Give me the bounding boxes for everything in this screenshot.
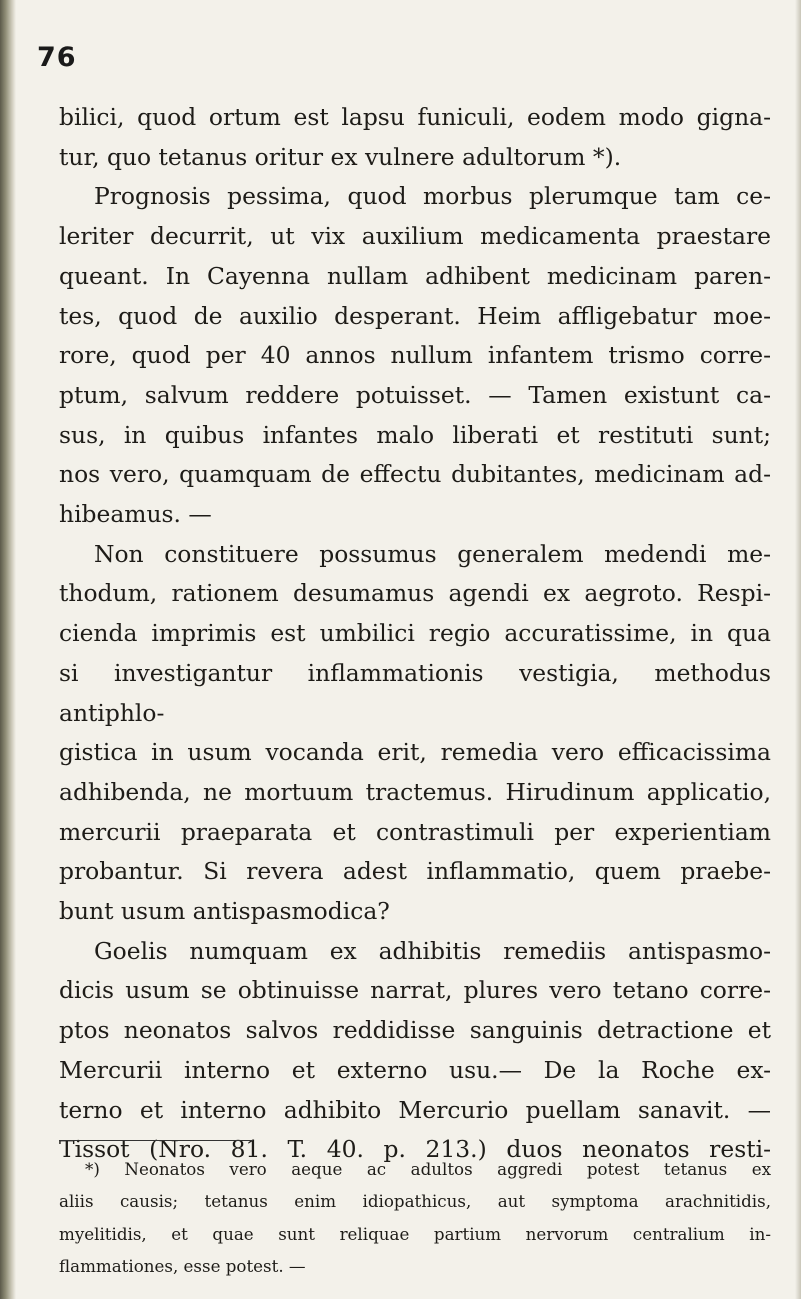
footnote-line: flammationes, esse potest. — — [59, 1255, 306, 1276]
text-line: adhibenda, ne mortuum tractemus. Hirudinum applicatio, — [59, 777, 771, 806]
text-line: leriter decurrit, ut vix auxilium medicamenta praestare — [59, 222, 771, 251]
text-line: bunt usum antispasmodica? — [59, 897, 390, 926]
text-line: si investigantur inflammationis vestigia, methodus antiphlo- — [59, 658, 771, 727]
text-line: bilici, quod ortum est lapsu funiculi, eodem modo gigna- — [59, 103, 771, 131]
text-line: probantur. Si revera adest inflammatio, quem praebe- — [59, 857, 771, 886]
text-line: rore, quod per 40 annos nullum infantem trismo corre- — [59, 341, 771, 370]
text-line: Tissot (Nro. 81. T. 40. p. 213.) duos neonatos resti- — [59, 1135, 771, 1164]
footnote-divider — [59, 1140, 253, 1141]
text-line: Prognosis pessima, quod morbus plerumque tam ce- — [94, 182, 771, 211]
body-text — [59, 98, 771, 1170]
text-line: hibeamus. — — [59, 500, 212, 529]
text-line: dicis usum se obtinuisse narrat, plures vero tetano corre- — [59, 976, 771, 1005]
page-right-edge — [795, 0, 801, 1299]
text-line: ptos neonatos salvos reddidisse sanguinis detractione et — [59, 1016, 771, 1045]
text-line: Non constituere possumus generalem medendi me- — [94, 539, 771, 568]
text-line: mercurii praeparata et contrastimuli per experientiam — [59, 817, 771, 846]
text-line: gistica in usum vocanda erit, remedia vero efficacissima — [59, 738, 771, 767]
text-line: sus, in quibus infantes malo liberati et restituti sunt; — [59, 420, 771, 449]
text-line: nos vero, quamquam de effectu dubitantes, medicinam ad- — [59, 460, 771, 489]
text-line: Goelis numquam ex adhibitis remediis antispasmo- — [94, 936, 771, 965]
footnote-line: myelitidis, et quae sunt reliquae partium nervorum centralium in- — [59, 1223, 771, 1244]
text-line: thodum, rationem desumamus agendi ex aegroto. Respi- — [59, 579, 771, 608]
footnote-line: *) Neonatos vero aeque ac adultos aggredi potest tetanus ex — [85, 1159, 771, 1179]
footnote — [59, 1153, 771, 1282]
text-line: Mercurii interno et externo usu.— De la Roche ex- — [59, 1055, 771, 1084]
text-line: terno et interno adhibito Mercurio puellam sanavit. — — [59, 1095, 771, 1124]
text-line: cienda imprimis est umbilici regio accuratissime, in qua — [59, 619, 771, 648]
text-line: queant. In Cayenna nullam adhibent medicinam paren- — [59, 261, 771, 290]
text-line: tur, quo tetanus oritur ex vulnere adultorum *). — [59, 142, 622, 171]
text-line: ptum, salvum reddere potuisset. — Tamen existunt ca- — [59, 380, 771, 409]
page-binding-shadow — [0, 0, 16, 1299]
page-number: 76 — [37, 42, 77, 73]
text-line: tes, quod de auxilio desperant. Heim affligebatur moe- — [59, 301, 771, 330]
footnote-line: aliis causis; tetanus enim idiopathicus, aut symptoma arachnitidis, — [59, 1191, 771, 1212]
